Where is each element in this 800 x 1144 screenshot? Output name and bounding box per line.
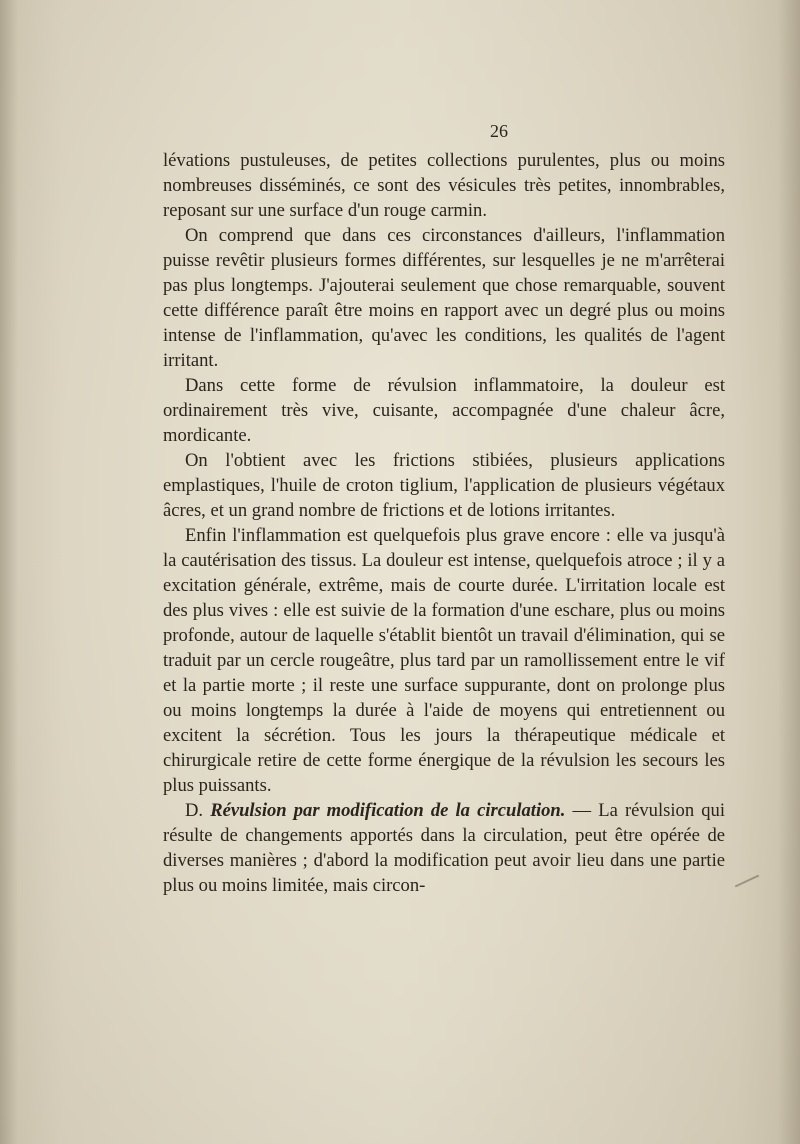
page-shadow-right xyxy=(778,0,800,1144)
section-d-label: D. xyxy=(185,800,204,821)
paragraph-1: lévations pustuleuses, de petites collections purulentes, plus ou moins nombreuses disséminés, ce sont des vésicules très petites, innombrables, reposant sur une surface d'un rouge carmin. xyxy=(163,150,725,221)
section-d-heading: Révulsion par modification de la circulation. xyxy=(210,800,566,821)
section-d-text: La révulsion qui résulte de changements apportés dans la circulation, peut être opérée de diverses manières ; d'abord la modification peut avoir lieu dans une partie plus ou moins limitée, mais circon- xyxy=(163,800,726,896)
paragraph-2: On comprend que dans ces circonstances d'ailleurs, l'inflammation puisse revêtir plusieurs formes différentes, sur lesquelles je ne m'arrêterai pas plus longtemps. J'ajouterai seulement que chose remarquable, souvent cette différence paraît être moins en rapport avec un degré plus ou moins intense de l'inflammation, qu'avec les conditions, les qualités de l'agent irritant. xyxy=(163,225,725,371)
section-d-paragraph xyxy=(163,798,725,898)
section-d-dash: — xyxy=(572,800,592,821)
paragraph-4: On l'obtient avec les frictions stibiées, plusieurs applications emplastiques, l'huile de croton tiglium, l'application de plusieurs végétaux âcres, et un grand nombre de frictions et de lotions irritantes. xyxy=(163,450,725,521)
paragraph-3: Dans cette forme de révulsion inflammatoire, la douleur est ordinairement très vive, cuisante, accompagnée d'une chaleur âcre, mordicante. xyxy=(163,375,725,446)
paragraph-5: Enfin l'inflammation est quelquefois plus grave encore : elle va jusqu'à la cautérisation des tissus. La douleur est intense, quelquefois atroce ; il y a excitation générale, extrême, mais de courte durée. L'irritation locale est des plus vives : elle est suivie de la formation d'une eschare, plus ou moins profonde, autour de laquelle s'établit bientôt un travail d'élimination, qui se traduit par un cercle rougeâtre, plus tard par un ramollissement entre le vif et la partie morte ; il reste une surface suppurante, dont on prolonge plus ou moins longtemps la durée à l'aide de moyens qui entretiennent ou excitent la sécrétion. Tous les jours la thérapeutique médicale et chirurgicale retire de cette forme énergique de la révulsion les secours les plus puissants. xyxy=(163,525,725,796)
pencil-mark xyxy=(735,875,759,888)
page-number: 26 xyxy=(490,121,508,141)
text-column xyxy=(163,118,725,898)
page-shadow-left xyxy=(0,0,18,1144)
